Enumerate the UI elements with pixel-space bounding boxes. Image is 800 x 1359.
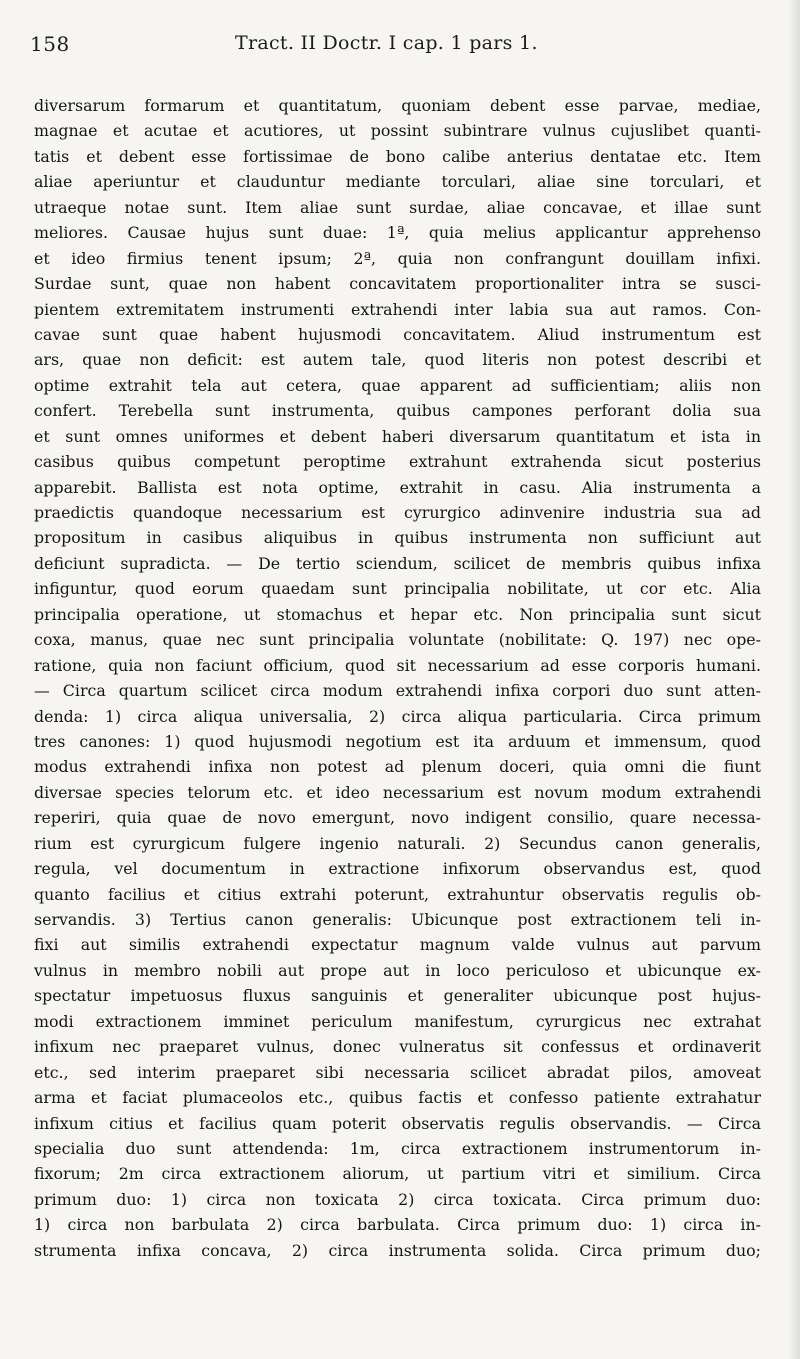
text-line: denda: 1) circa aliqua universalia, 2) circa aliqua particularia. Circa primum: [34, 706, 761, 726]
text-line: spectatur impetuosus fluxus sanguinis et generaliter ubicunque post hujus-: [34, 986, 761, 1006]
text-line: etc., sed interim praeparet sibi necessaria scilicet abradat pilos, amoveat: [34, 1062, 761, 1082]
text-line: tatis et debent esse fortissimae de bono calibe anterius dentatae etc. Item: [34, 146, 761, 166]
text-line: fixorum; 2m circa extractionem aliorum, ut partium vitri et similium. Circa: [34, 1164, 761, 1184]
text-line: utraeque notae sunt. Item aliae sunt surdae, aliae concavae, et illae sunt: [34, 197, 761, 217]
text-line: et ideo firmius tenent ipsum; 2ª, quia non confrangunt douillam infixi.: [34, 248, 761, 268]
running-head: Tract. II Doctr. I cap. 1 pars 1.: [235, 32, 538, 54]
text-line: modus extrahendi infixa non potest ad plenum doceri, quia omni die fiunt: [34, 757, 761, 777]
text-line: reperiri, quia quae de novo emergunt, novo indigent consilio, quare necessa-: [34, 808, 761, 828]
text-line: arma et faciat plumaceolos etc., quibus factis et confesso patiente extrahatur: [34, 1088, 761, 1108]
body-text: [34, 93, 761, 1263]
text-line: rium est cyrurgicum fulgere ingenio naturali. 2) Secundus canon generalis,: [34, 833, 761, 853]
text-line: modi extractionem imminet periculum manifestum, cyrurgicus nec extrahat: [34, 1011, 761, 1031]
text-line: magnae et acutae et acutiores, ut possint subintrare vulnus cujuslibet quanti-: [34, 121, 761, 141]
text-line: fixi aut similis extrahendi expectatur magnum valde vulnus aut parvum: [34, 935, 761, 955]
page-header: [30, 32, 775, 62]
text-line: propositum in casibus aliquibus in quibus instrumenta non sufficiunt aut: [34, 528, 761, 548]
page-edge-shadow: [788, 0, 800, 1359]
text-line: casibus quibus competunt peroptime extrahunt extrahenda sicut posterius: [34, 452, 761, 472]
text-line: cavae sunt quae habent hujusmodi concavitatem. Aliud instrumentum est: [34, 324, 761, 344]
text-line: diversae species telorum etc. et ideo necessarium est novum modum extrahendi: [34, 782, 761, 802]
text-line: infixum nec praeparet vulnus, donec vulneratus sit confessus et ordinaverit: [34, 1037, 761, 1057]
text-line: quanto facilius et citius extrahi poterunt, extrahuntur observatis regulis ob-: [34, 884, 761, 904]
text-line: primum duo: 1) circa non toxicata 2) circa toxicata. Circa primum duo:: [34, 1189, 761, 1209]
text-line: apparebit. Ballista est nota optime, extrahit in casu. Alia instrumenta a: [34, 477, 761, 497]
text-line: optime extrahit tela aut cetera, quae apparent ad sufficientiam; aliis non: [34, 375, 761, 395]
text-line: infixum citius et facilius quam poterit observatis regulis observandis. — Circa: [34, 1113, 761, 1133]
text-line: confert. Terebella sunt instrumenta, quibus campones perforant dolia sua: [34, 401, 761, 421]
text-line: et sunt omnes uniformes et debent haberi diversarum quantitatum et ista in: [34, 426, 761, 446]
text-line: principalia operatione, ut stomachus et hepar etc. Non principalia sunt sicut: [34, 604, 761, 624]
text-line: strumenta infixa concava, 2) circa instrumenta solida. Circa primum duo;: [34, 1240, 761, 1260]
text-line: deficiunt supradicta. — De tertio sciendum, scilicet de membris quibus infixa: [34, 553, 761, 573]
text-line: meliores. Causae hujus sunt duae: 1ª, quia melius applicantur apprehenso: [34, 223, 761, 243]
text-line: vulnus in membro nobili aut prope aut in loco periculoso et ubicunque ex-: [34, 960, 761, 980]
text-line: regula, vel documentum in extractione infixorum observandus est, quod: [34, 859, 761, 879]
text-line: specialia duo sunt attendenda: 1m, circa extractionem instrumentorum in-: [34, 1138, 761, 1158]
text-line: aliae aperiuntur et clauduntur mediante torculari, aliae sine torculari, et: [34, 172, 761, 192]
text-line: Surdae sunt, quae non habent concavitatem proportionaliter intra se susci-: [34, 274, 761, 294]
text-line: 1) circa non barbulata 2) circa barbulata. Circa primum duo: 1) circa in-: [34, 1215, 761, 1235]
text-line: tres canones: 1) quod hujusmodi negotium est ita arduum et immensum, quod: [34, 731, 761, 751]
page-number: 158: [30, 32, 70, 56]
text-line: pientem extremitatem instrumenti extrahendi inter labia sua aut ramos. Con-: [34, 299, 761, 319]
text-line: ars, quae non deficit: est autem tale, quod literis non potest describi et: [34, 350, 761, 370]
text-line: ratione, quia non faciunt officium, quod sit necessarium ad esse corporis humani.: [34, 655, 761, 675]
text-line: infiguntur, quod eorum quaedam sunt principalia nobilitate, ut cor etc. Alia: [34, 579, 761, 599]
text-line: — Circa quartum scilicet circa modum extrahendi infixa corpori duo sunt atten-: [34, 681, 761, 701]
text-line: servandis. 3) Tertius canon generalis: Ubicunque post extractionem teli in-: [34, 910, 761, 929]
text-line: coxa, manus, quae nec sunt principalia voluntate (nobilitate: Q. 197) nec ope-: [34, 630, 761, 650]
text-line: diversarum formarum et quantitatum, quoniam debent esse parvae, mediae,: [34, 96, 761, 115]
text-line: praedictis quandoque necessarium est cyrurgico adinvenire industria sua ad: [34, 503, 761, 522]
